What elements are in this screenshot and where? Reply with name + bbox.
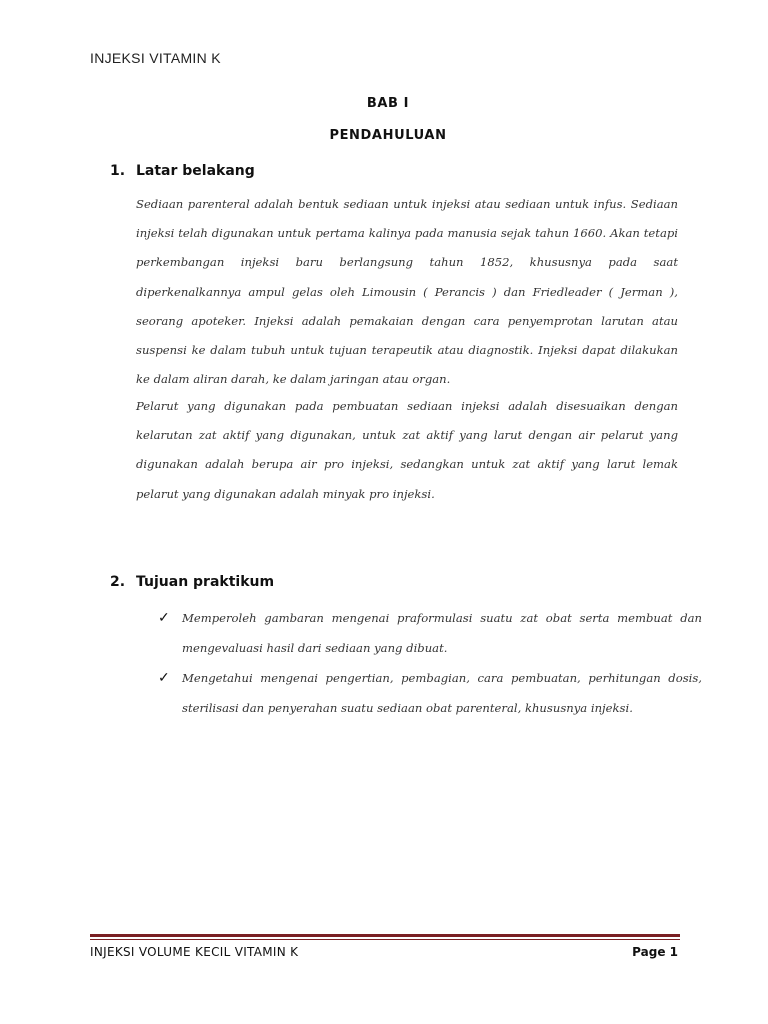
- page-number: Page 1: [632, 945, 678, 959]
- footer-rule-thick: [90, 934, 680, 937]
- checkmark-icon: ✓: [158, 610, 170, 626]
- chapter-title: PENDAHULUAN: [329, 128, 447, 143]
- chapter-label: BAB I: [366, 96, 410, 111]
- footer-title: INJEKSI VOLUME KECIL VITAMIN K: [90, 945, 299, 959]
- section-number: 2.: [110, 574, 126, 590]
- section-title: Latar belakang: [136, 163, 255, 179]
- section-heading-latar-belakang: [110, 163, 255, 179]
- paragraph: Pelarut yang digunakan pada pembuatan sediaan injeksi adalah disesuaikan dengan kelarutan zat aktif yang digunakan, untuk zat aktif yang larut dengan air pelarut yang digunakan adalah berupa air pro injeksi, sedangkan untuk zat aktif yang larut lemak pelarut yang digunakan adalah minyak pro injeksi.: [136, 399, 678, 501]
- list-item: [158, 663, 702, 723]
- list-item-text: Mengetahui mengenai pengertian, pembagian, cara pembuatan, perhitungan dosis, sterilisasi dan penyerahan suatu sediaan obat parenteral, khususnya injeksi.: [182, 671, 702, 715]
- footer-rule-thin: [90, 939, 680, 940]
- page-header: INJEKSI VITAMIN K: [90, 50, 221, 66]
- section-heading-tujuan-praktikum: [110, 574, 274, 590]
- section-title: Tujuan praktikum: [136, 574, 275, 590]
- section-number: 1.: [110, 163, 126, 179]
- list-item: [158, 603, 702, 663]
- paragraph: Sediaan parenteral adalah bentuk sediaan untuk injeksi atau sediaan untuk infus. Sediaan injeksi telah digunakan untuk pertama kalinya pada manusia sejak tahun 1660. Akan tetapi perkembangan injeksi baru berlangsung tahun 1852, khususnya pada saat diperkenalkannya ampul gelas oleh Limousin ( Perancis ) dan Friedleader ( Jerman ), seorang apoteker. Injeksi adalah pemakaian dengan cara penyemprotan larutan atau suspensi ke dalam tubuh untuk tujuan terapeutik atau diagnostik. Injeksi dapat dilakukan ke dalam aliran darah, ke dalam jaringan atau organ.: [136, 197, 678, 387]
- list-item-text: Memperoleh gambaran mengenai praformulasi suatu zat obat serta membuat dan mengevaluasi hasil dari sediaan yang dibuat.: [182, 611, 702, 655]
- checkmark-icon: ✓: [158, 670, 170, 686]
